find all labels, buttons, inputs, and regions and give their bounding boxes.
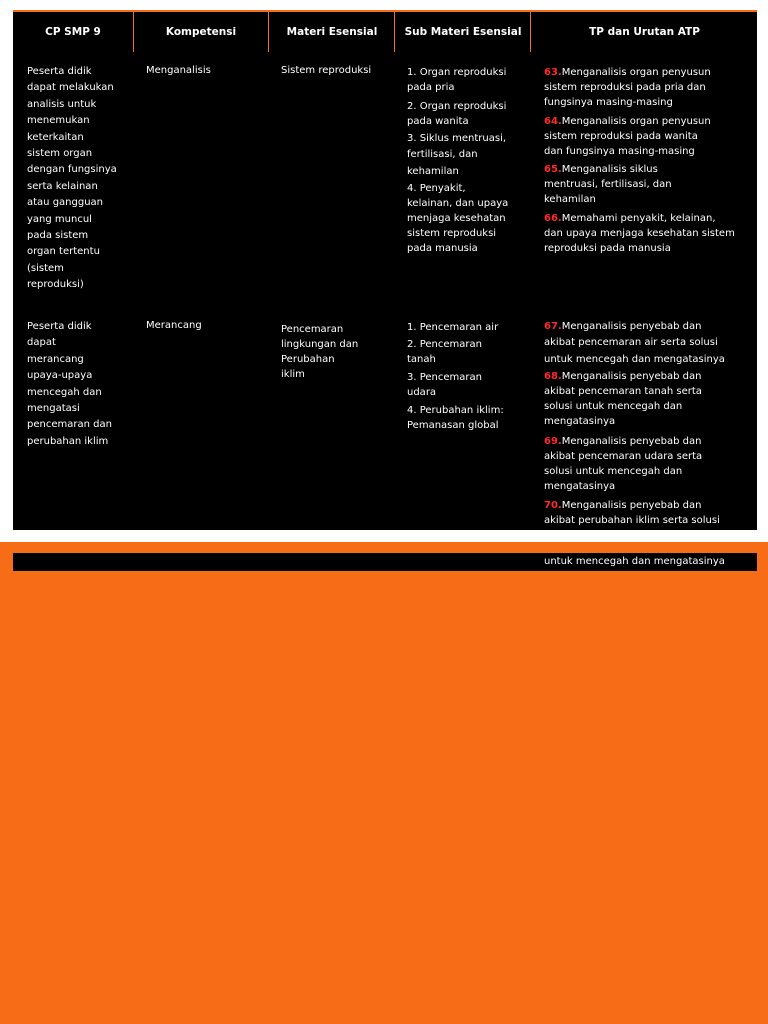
cp-line: Peserta didik bbox=[27, 66, 92, 77]
tp-number: 69. bbox=[544, 436, 562, 448]
cp-line: perubahan iklim bbox=[27, 435, 109, 447]
row1-kompetensi: Menganalisis bbox=[146, 65, 211, 76]
tp-item: 68.Menganalisis penyebab dan akibat pencemaran tanah serta solusi untuk mencegah dan mengatasinya bbox=[544, 371, 702, 428]
cp-line: analisis untuk bbox=[27, 98, 97, 110]
tp-item: 70.Menganalisis penyebab dan akibat perubahan iklim serta solusi bbox=[544, 500, 720, 527]
row1-sub-cell bbox=[407, 65, 527, 256]
row1-materi: Sistem reproduksi bbox=[281, 65, 372, 76]
cp-line: pada sistem bbox=[27, 230, 89, 242]
continuation-text: untuk mencegah dan mengatasinya bbox=[544, 556, 725, 567]
tp-item: 66.Memahami penyakit, kelainan, dan upaya menjaga kesehatan sistem reproduksi pada manusia bbox=[544, 213, 735, 254]
tp-number: 70. bbox=[544, 500, 562, 512]
row2-sub-cell bbox=[407, 320, 527, 433]
cp-line: sistem organ bbox=[27, 148, 93, 160]
continuation-row bbox=[13, 553, 757, 571]
sub-item: 2. Organ reproduksi pada wanita bbox=[407, 101, 507, 127]
cp-line: merancang bbox=[27, 353, 84, 365]
cp-line: Peserta didik bbox=[27, 321, 92, 332]
tp-number: 64. bbox=[544, 116, 562, 127]
header-kompetensi: Kompetensi bbox=[133, 12, 268, 52]
cp-line: dapat melakukan bbox=[27, 82, 114, 94]
cp-line: menemukan bbox=[27, 115, 90, 127]
cp-line: pencemaran dan bbox=[27, 419, 112, 431]
sub-item: 1. Organ reproduksi pada pria bbox=[407, 67, 507, 93]
cp-line: (sistem bbox=[27, 262, 64, 274]
tp-item: 67.Menganalisis penyebab dan akibat pencemaran air serta solusi untuk mencegah dan mengatasinya bbox=[544, 321, 725, 365]
cp-line: organ tertentu bbox=[27, 246, 100, 258]
tp-item: 63.Menganalisis organ penyusun sistem reproduksi pada pria dan fungsinya masing-masing bbox=[544, 67, 711, 108]
cp-line: upaya-upaya bbox=[27, 370, 93, 382]
header-sub-materi: Sub Materi Esensial bbox=[394, 12, 531, 52]
sub-item: 2. Pencemaran tanah bbox=[407, 339, 482, 366]
row2-cp-cell bbox=[27, 319, 131, 450]
cp-line: atau gangguan bbox=[27, 197, 104, 209]
row1-tp-cell bbox=[544, 65, 754, 256]
sub-item: 1. Pencemaran air bbox=[407, 322, 499, 333]
header-cp: CP SMP 9 bbox=[45, 26, 101, 38]
row2-tp-cell bbox=[544, 319, 754, 528]
cp-line: reproduksi) bbox=[27, 279, 84, 291]
row2-kompetensi: Merancang bbox=[146, 320, 202, 331]
sub-item: 3. Siklus mentruasi, fertilisasi, dan kehamilan bbox=[407, 133, 507, 177]
tp-number: 67. bbox=[544, 321, 562, 332]
tp-number: 68. bbox=[544, 371, 562, 383]
row2-materi-cell: Pencemaran lingkungan dan Perubahan iklim bbox=[281, 324, 359, 380]
tp-number: 63. bbox=[544, 67, 562, 78]
tp-item: 69.Menganalisis penyebab dan akibat pencemaran udara serta solusi untuk mencegah dan mengatasinya bbox=[544, 436, 703, 493]
tp-item: 65.Menganalisis siklus mentruasi, fertilisasi, dan kehamilan bbox=[544, 164, 672, 205]
header-tp: TP dan Urutan ATP bbox=[530, 12, 758, 52]
cp-line: dengan fungsinya bbox=[27, 164, 117, 176]
tp-item: 64.Menganalisis organ penyusun sistem reproduksi pada wanita dan fungsinya masing-masing bbox=[544, 116, 711, 157]
tp-number: 65. bbox=[544, 164, 562, 175]
cp-line: mencegah dan bbox=[27, 386, 102, 398]
sub-item: 4. Penyakit, kelainan, dan upaya menjaga kesehatan sistem reproduksi pada manusia bbox=[407, 183, 509, 255]
cp-line: keterkaitan bbox=[27, 131, 84, 143]
cp-line: dapat bbox=[27, 337, 56, 349]
row1-cp-cell bbox=[27, 64, 131, 294]
header-materi: Materi Esensial bbox=[268, 12, 395, 52]
cp-line: mengatasi bbox=[27, 403, 80, 415]
cp-line: serta kelainan bbox=[27, 180, 98, 192]
sub-item: 4. Perubahan iklim: Pemanasan global bbox=[407, 405, 504, 432]
atp-table bbox=[13, 10, 757, 530]
cp-line: yang muncul bbox=[27, 213, 92, 225]
tp-number: 66. bbox=[544, 213, 562, 224]
sub-item: 3. Pencemaran udara bbox=[407, 372, 482, 399]
